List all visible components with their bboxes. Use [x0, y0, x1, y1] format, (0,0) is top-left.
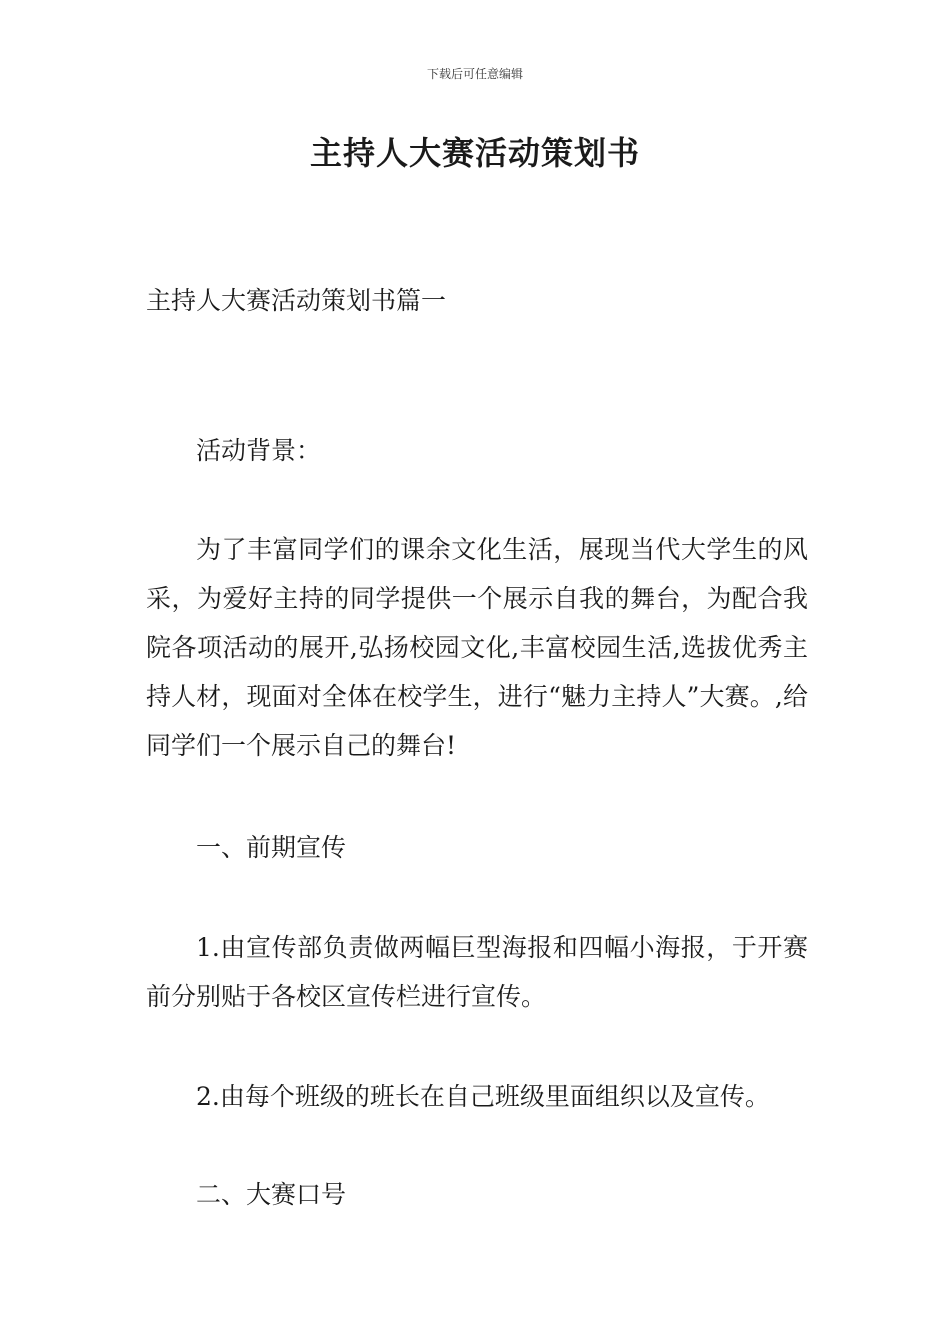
- section1-heading: 一、前期宣传: [196, 833, 347, 862]
- background-heading: 活动背景：: [196, 436, 322, 465]
- section2-heading: 二、大赛口号: [196, 1180, 347, 1209]
- section1-item2: 2.由每个班级的班长在自己班级里面组织以及宣传。: [196, 1082, 770, 1111]
- document-subtitle: 主持人大赛活动策划书篇一: [146, 286, 447, 315]
- header-note: 下载后可任意编辑: [426, 67, 523, 81]
- background-paragraph: 为了丰富同学们的课余文化生活，展现当代大学生的风采，为爱好主持的同学提供一个展示自我的舞台，为配合我院各项活动的展开,弘扬校园文化,丰富校园生活,选拔优秀主持人材，现面对全体在校学生，进行“魅力主持人”大赛。,给同学们一个展示自己的舞台!: [146, 535, 808, 760]
- section1-item1: 1.由宣传部负责做两幅巨型海报和四幅小海报，于开赛前分别贴于各校区宣传栏进行宣传。: [146, 933, 808, 1011]
- document-title: 主持人大赛活动策划书: [309, 134, 640, 172]
